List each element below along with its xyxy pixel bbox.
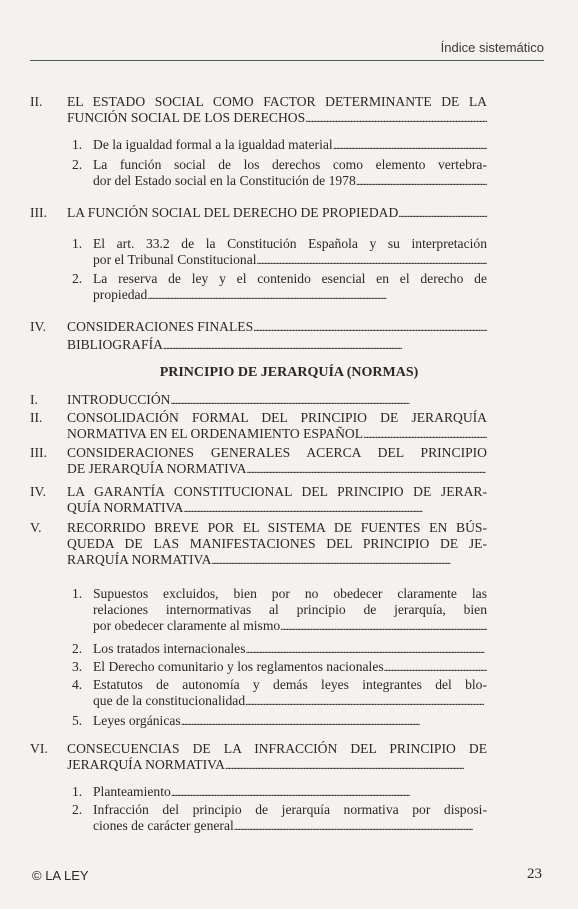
header-title: Índice sistemático bbox=[440, 40, 544, 55]
entry-title: Los tratados internacionales . . . bbox=[93, 641, 487, 658]
entry-number: 5. bbox=[72, 713, 83, 728]
page-number: 23 bbox=[527, 866, 542, 882]
entry-title: Infracción del principio de jerarquía normativa por disposi- ciones de carácter general . . . bbox=[93, 802, 487, 835]
entry-title: Leyes orgánicas . . . bbox=[93, 713, 487, 730]
entry-number: 1. bbox=[72, 236, 83, 251]
entry-title: La función social de los derechos como elemento vertebra- dor del Estado social en la Constitución de 1978 . . . bbox=[93, 157, 487, 190]
entry-number: 4. bbox=[72, 677, 83, 692]
entry-title: De la igualdad formal a la igualdad material . . . bbox=[93, 137, 487, 154]
entry-title: LA GARANTÍA CONSTITUCIONAL DEL PRINCIPIO DE JERAR- QUÍA NORMATIVA . . . bbox=[67, 484, 487, 517]
entry-title: Supuestos excluidos, bien por no obedecer claramente las relaciones internormativas al principio de jerarquía, bien por obedecer claramente al mismo . . . bbox=[93, 586, 487, 635]
entry-number: 1. bbox=[72, 784, 83, 799]
entry-number: IV. bbox=[30, 484, 46, 499]
entry-number: IV. bbox=[30, 319, 46, 334]
entry-number: 2. bbox=[72, 802, 83, 817]
entry-title: Estatutos de autonomía y demás leyes integrantes del blo- que de la constitucionalidad . . . bbox=[93, 677, 487, 710]
entry-title: CONSOLIDACIÓN FORMAL DEL PRINCIPIO DE JERARQUÍA NORMATIVA EN EL ORDENAMIENTO ESPAÑOL . . . bbox=[67, 410, 487, 443]
entry-title: El art. 33.2 de la Constitución Española y su interpretación por el Tribunal Constitucional . . . bbox=[93, 236, 487, 269]
entry-title: INTRODUCCIÓN . . . bbox=[67, 392, 487, 409]
entry-number: III. bbox=[30, 445, 47, 460]
entry-title: EL ESTADO SOCIAL COMO FACTOR DETERMINANTE DE LA FUNCIÓN SOCIAL DE LOS DERECHOS . . . bbox=[67, 94, 487, 127]
entry-number: II. bbox=[30, 94, 43, 109]
entry-number: V. bbox=[30, 520, 42, 535]
entry-number: I. bbox=[30, 392, 38, 407]
entry-title: CONSECUENCIAS DE LA INFRACCIÓN DEL PRINCIPIO DE JERARQUÍA NORMATIVA . . . bbox=[67, 741, 487, 774]
entry-number: III. bbox=[30, 205, 47, 220]
entry-title: Planteamiento . . . bbox=[93, 784, 487, 801]
header-rule bbox=[30, 60, 544, 61]
entry-number: VI. bbox=[30, 741, 48, 756]
entry-number: 2. bbox=[72, 157, 83, 172]
entry-title: La reserva de ley y el contenido esencial en el derecho de propiedad . . . bbox=[93, 271, 487, 304]
entry-number: 2. bbox=[72, 271, 83, 286]
running-header bbox=[30, 40, 544, 60]
entry-number: II. bbox=[30, 410, 43, 425]
publisher-footer: © LA LEY bbox=[32, 868, 89, 883]
entry-title: LA FUNCIÓN SOCIAL DEL DERECHO DE PROPIEDAD . . . bbox=[67, 205, 487, 222]
entry-number: 3. bbox=[72, 659, 83, 674]
entry-number: 1. bbox=[72, 586, 83, 601]
entry-title: CONSIDERACIONES GENERALES ACERCA DEL PRINCIPIO DE JERARQUÍA NORMATIVA . . . bbox=[67, 445, 487, 478]
section-heading: PRINCIPIO DE JERARQUÍA (NORMAS) bbox=[159, 365, 419, 380]
entry-title: RECORRIDO BREVE POR EL SISTEMA DE FUENTES EN BÚS- QUEDA DE LAS MANIFESTACIONES DEL PRINCIPIO DE JE- RARQUÍA NORMATIVA . . . bbox=[67, 520, 487, 569]
entry-number: 1. bbox=[72, 137, 83, 152]
entry-number: 2. bbox=[72, 641, 83, 656]
entry-title: BIBLIOGRAFÍA . . . bbox=[67, 337, 487, 354]
entry-title: El Derecho comunitario y los reglamentos nacionales . . . bbox=[93, 659, 487, 676]
entry-title: CONSIDERACIONES FINALES . . . bbox=[67, 319, 487, 336]
